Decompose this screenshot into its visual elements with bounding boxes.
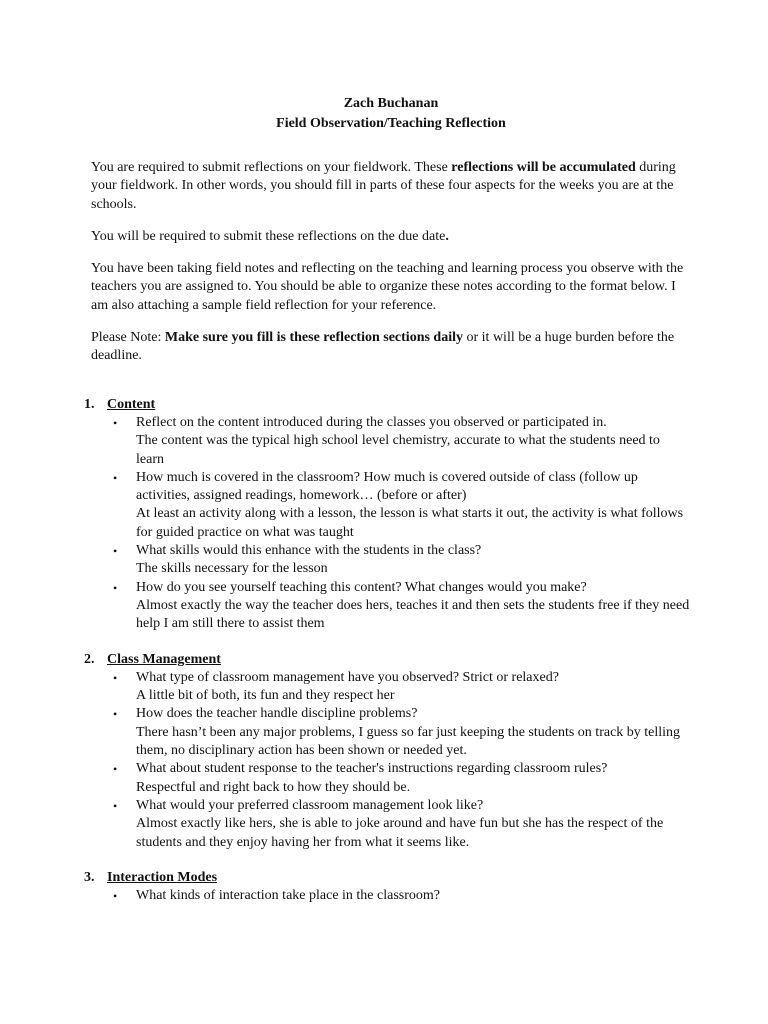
question-text: Reflect on the content introduced during the classes you observed or participated in. (136, 414, 607, 430)
answer-text: Respectful and right back to how they should be. (136, 779, 411, 795)
answer-text: A little bit of both, its fun and they respect her (136, 688, 395, 704)
reflection-sections (84, 396, 691, 906)
question-text: How much is covered in the classroom? How much is covered outside of class (follow up activities, assigned readings, homework… (before or after) (136, 469, 638, 504)
intro-section (91, 159, 691, 366)
list-item (113, 669, 691, 706)
question-text: What type of classroom management have you observed? Strict or relaxed? (136, 669, 559, 685)
question-list (91, 887, 691, 905)
list-item (113, 887, 691, 905)
section-number: 3. (84, 869, 95, 885)
question-text: What about student response to the teacher's instructions regarding classroom rules? (136, 761, 608, 777)
emphasis-text: Make sure you fill is these reflection sections daily (164, 330, 463, 346)
section-number: 1. (84, 396, 95, 412)
list-item (113, 760, 691, 797)
section-3 (84, 869, 691, 906)
intro-paragraph-1: You are required to submit reflections on your fieldwork. These reflections will be accumulated during your fieldwork. In other words, you should fill in parts of these four aspects for the weeks you are at the schools. (91, 160, 676, 212)
intro-paragraph-2: You will be required to submit these reflections on the due date. (91, 228, 449, 244)
section-heading (84, 396, 691, 414)
bullet-icon: • (113, 798, 118, 813)
document-title: Field Observation/Teaching Reflection (276, 116, 506, 131)
bullet-icon: • (113, 762, 118, 777)
question-text: What would your preferred classroom management look like? (136, 797, 484, 813)
intro-paragraph-4: Please Note: Make sure you fill is these reflection sections daily or it will be a huge burden before the deadline. (91, 330, 675, 364)
bullet-icon: • (113, 470, 118, 485)
bullet-icon: • (113, 670, 118, 685)
question-text: How do you see yourself teaching this content? What changes would you make? (136, 579, 587, 595)
bullet-icon: • (113, 889, 118, 904)
question-text: What skills would this enhance with the students in the class? (136, 543, 482, 559)
bullet-icon: • (113, 580, 118, 595)
question-text: How does the teacher handle discipline problems? (136, 706, 418, 722)
section-heading (84, 651, 691, 669)
question-text: What kinds of interaction take place in the classroom? (136, 888, 441, 904)
document-page (84, 94, 691, 922)
intro-paragraph-3: You have been taking field notes and reflecting on the teaching and learning process you observe with the teachers you are assigned to. You should be able to organize these notes according to the format below. I am also attaching a sample field reflection for your reference. (91, 261, 684, 313)
section-number: 2. (84, 651, 95, 667)
answer-text: At least an activity along with a lesson, the lesson is what starts it out, the activity is what follows for guided practice on what was taught (136, 506, 684, 540)
bullet-icon: • (113, 707, 118, 722)
list-item (113, 797, 691, 852)
list-item (113, 469, 691, 542)
section-title: Interaction Modes (107, 869, 218, 885)
bullet-icon: • (113, 415, 118, 430)
list-item (113, 579, 691, 634)
answer-text: Almost exactly the way the teacher does hers, teaches it and then sets the students free if they need help I am still there to assist them (136, 597, 690, 632)
answer-text: The skills necessary for the lesson (136, 561, 328, 577)
bullet-icon: • (113, 544, 118, 559)
section-2 (84, 651, 691, 852)
list-item (113, 414, 691, 469)
list-item (113, 542, 691, 579)
author-name: Zach Buchanan (343, 96, 439, 111)
answer-text: The content was the typical high school level chemistry, accurate to what the students need to learn (136, 433, 660, 467)
question-list (91, 669, 691, 852)
question-list (91, 414, 691, 634)
answer-text: Almost exactly like hers, she is able to joke around and have fun but she has the respect of the students and they enjoy having her from what it seems like. (136, 816, 664, 850)
section-1 (84, 396, 691, 634)
answer-text: There hasn’t been any major problems, I guess so far just keeping the students on track by telling them, no disciplinary action has been shown or needed yet. (136, 724, 681, 759)
list-item (113, 705, 691, 760)
section-title: Content (107, 396, 156, 412)
emphasis-text: reflections will be accumulated (451, 160, 636, 175)
section-heading (84, 869, 691, 887)
section-title: Class Management (107, 651, 221, 667)
